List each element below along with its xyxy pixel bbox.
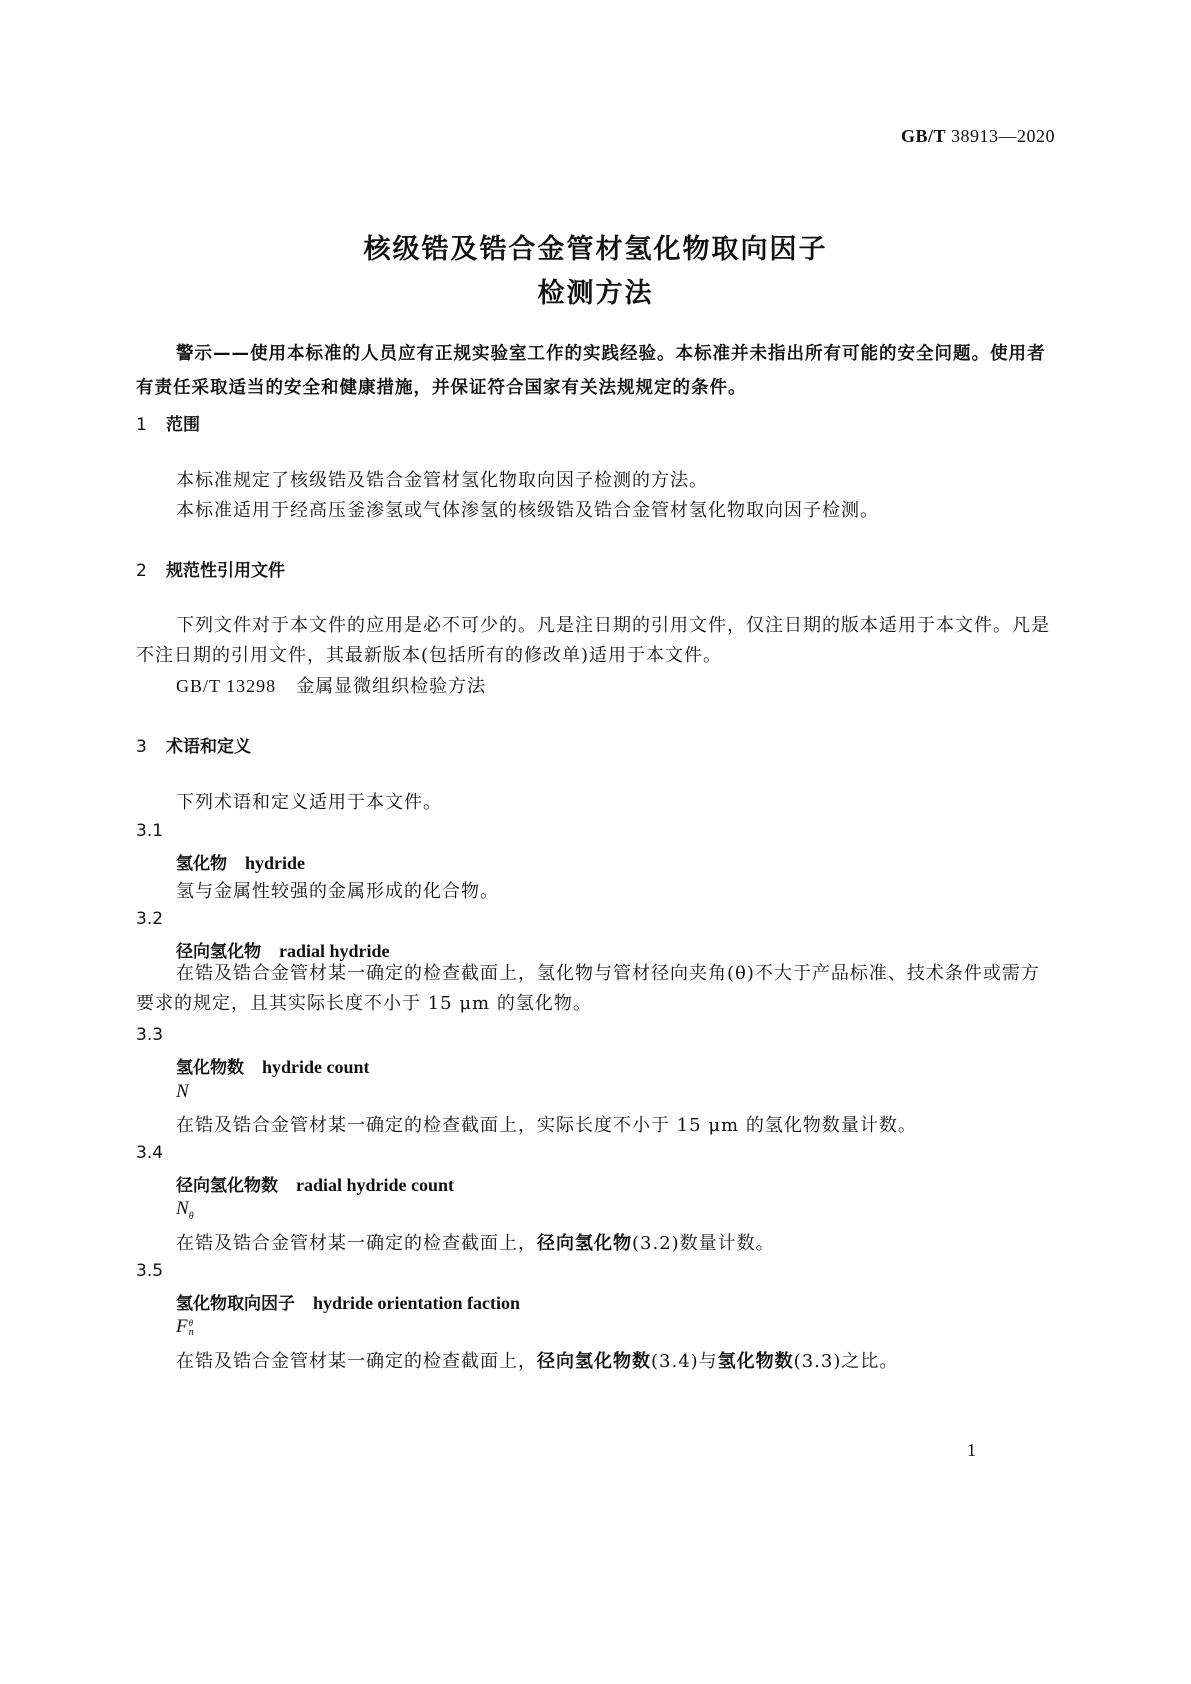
references-intro: 下列文件对于本文件的应用是必不可少的。凡是注日期的引用文件，仅注日期的版本适用于本文件。凡是不注日期的引用文件，其最新版本(包括所有的修改单)适用于本文件。: [136, 615, 1050, 666]
term-heading: 径向氢化物 radial hydride: [176, 941, 390, 962]
title-line-2: 检测方法: [537, 278, 654, 309]
term-heading: 氢化物取向因子 hydride orientation faction: [176, 1293, 520, 1314]
term-number: 3.3: [136, 1025, 164, 1045]
terms-intro: 下列术语和定义适用于本文件。: [176, 792, 442, 813]
term-heading: 氢化物 hydride: [176, 853, 306, 874]
term-heading: 径向氢化物数 radial hydride count: [176, 1175, 455, 1196]
term-number: 3.4: [136, 1143, 164, 1163]
term-number: 3.5: [136, 1261, 164, 1281]
standard-number: GB/T 38913—2020: [900, 126, 1055, 146]
term-definition: 在锆及锆合金管材某一确定的检查截面上，实际长度不小于 15 μm 的氢化物数量计数。: [176, 1115, 917, 1136]
page-number: 1: [967, 1440, 976, 1460]
term-definition: 在锆及锆合金管材某一确定的检查截面上，径向氢化物数(3.4)与氢化物数(3.3)之比。: [176, 1351, 899, 1372]
reference-entry: GB/T 13298 金属显微组织检验方法: [176, 676, 487, 697]
section-3-heading: 3 术语和定义: [136, 737, 251, 757]
term-number: 3.2: [136, 909, 164, 929]
term-symbol: N: [176, 1081, 189, 1102]
term-symbol: F θ n: [176, 1316, 194, 1338]
term-definition: 在锆及锆合金管材某一确定的检查截面上，氢化物与管材径向夹角(θ)不大于产品标准、技术条件或需方要求的规定，且其实际长度不小于 15 μm 的氢化物。: [136, 963, 1040, 1014]
warning-notice: 警示——使用本标准的人员应有正规实验室工作的实践经验。本标准并未指出所有可能的安全问题。使用者有责任采取适当的安全和健康措施，并保证符合国家有关法规规定的条件。: [136, 344, 1046, 398]
term-heading: 氢化物数 hydride count: [176, 1057, 370, 1078]
scope-paragraph-2: 本标准适用于经高压釜渗氢或气体渗氢的核级锆及锆合金管材氢化物取向因子检测。: [176, 500, 879, 521]
term-number: 3.1: [136, 821, 164, 841]
term-definition: 氢与金属性较强的金属形成的化合物。: [176, 881, 499, 902]
document-title: [0, 228, 1191, 316]
section-2-heading: 2 规范性引用文件: [136, 561, 285, 581]
section-1-heading: 1 范围: [136, 415, 200, 435]
title-line-1: 核级锆及锆合金管材氢化物取向因子: [363, 234, 828, 265]
term-symbol: $N_\theta$: [176, 1198, 194, 1222]
scope-paragraph-1: 本标准规定了核级锆及锆合金管材氢化物取向因子检测的方法。: [176, 470, 708, 491]
term-definition: 在锆及锆合金管材某一确定的检查截面上，径向氢化物(3.2)数量计数。: [176, 1233, 775, 1254]
